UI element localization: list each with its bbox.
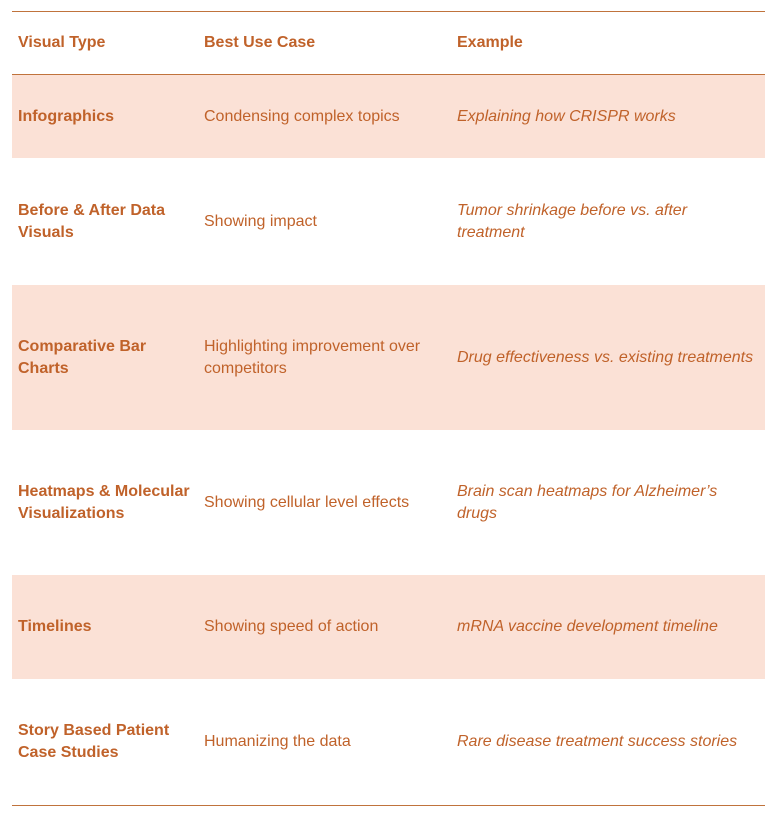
- table-row: [12, 575, 765, 679]
- use-case-cell: Humanizing the data: [204, 733, 351, 750]
- example-cell: Explaining how CRISPR works: [457, 107, 676, 125]
- table-header-row: [12, 12, 765, 75]
- visual-type-cell: Timelines: [18, 618, 92, 635]
- use-case-cell: Showing cellular level effects: [204, 493, 410, 511]
- table-row: [12, 679, 765, 805]
- table-row: [12, 158, 765, 285]
- use-case-cell: Showing speed of action: [204, 618, 379, 635]
- visual-type-cell: Comparative Bar Charts: [18, 337, 147, 377]
- visual-type-cell: Before & After Data Visuals: [18, 201, 165, 241]
- header-example: Example: [457, 34, 523, 51]
- table-row: [12, 285, 765, 430]
- example-cell: Drug effectiveness vs. existing treatments: [457, 348, 754, 366]
- table-row: [12, 75, 765, 158]
- use-case-cell: Showing impact: [204, 212, 317, 230]
- use-case-cell: Condensing complex topics: [204, 107, 400, 125]
- visual-type-cell: Infographics: [18, 107, 115, 125]
- header-best-use-case: Best Use Case: [204, 34, 316, 51]
- visual-type-cell: Heatmaps & Molecular Visualizations: [18, 482, 190, 522]
- table-row: [12, 430, 765, 575]
- example-cell: Rare disease treatment success stories: [457, 733, 738, 750]
- example-cell: mRNA vaccine development timeline: [457, 618, 718, 635]
- visual-types-table: [12, 11, 765, 806]
- use-case-cell: Highlighting improvement over competitors: [204, 337, 421, 377]
- header-visual-type: Visual Type: [18, 34, 106, 51]
- visual-type-cell: Story Based Patient Case Studies: [18, 722, 170, 761]
- example-cell: Brain scan heatmaps for Alzheimer’s drugs: [457, 482, 718, 522]
- example-cell: Tumor shrinkage before vs. after treatment: [457, 201, 688, 241]
